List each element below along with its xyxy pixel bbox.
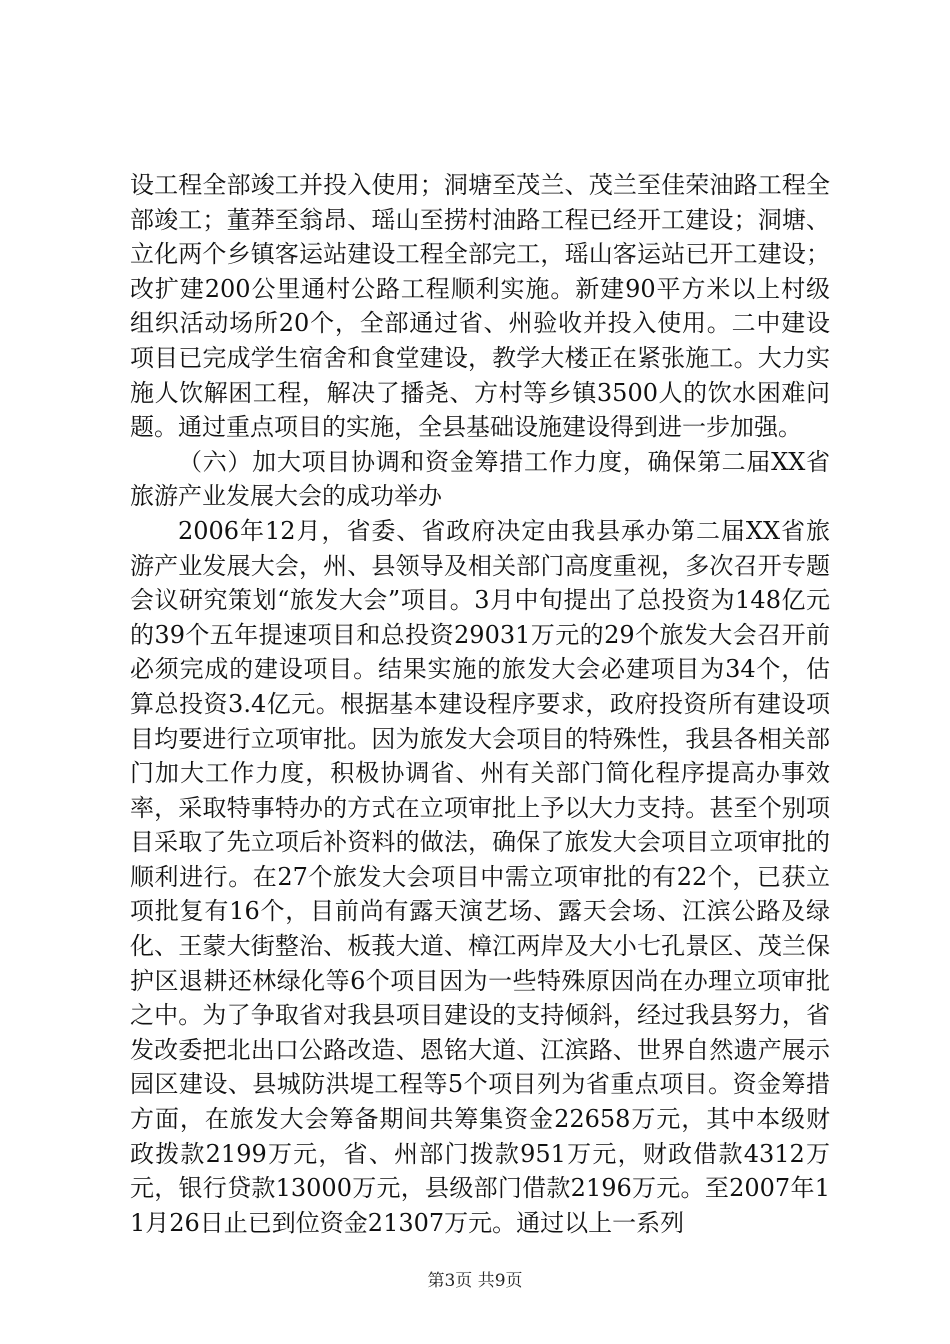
section-heading: （六）加大项目协调和资金筹措工作力度，确保第二届XX省旅游产业发展大会的成功举办 (130, 447, 830, 511)
body-text (130, 168, 830, 1240)
page-footer: 第3页 共9页 (427, 1271, 523, 1291)
paragraph-continued: 设工程全部竣工并投入使用；洞塘至茂兰、茂兰至佳荣油路工程全部竣工；董莽至翁昂、瑶山至捞村油路工程已经开工建设；洞塘、立化两个乡镇客运站建设工程全部完工，瑶山客运站已开工建设；改扩建200公里通村公路工程顺利实施。新建90平方米以上村级组织活动场所20个，全部通过省、州验收并投入使用。二中建设项目已完成学生宿舍和食堂建设，教学大楼正在紧张施工。大力实施人饮解困工程，解决了播尧、方村等乡镇3500人的饮水困难问题。通过重点项目的实施，全县基础设施建设得到进一步加强。 (130, 171, 830, 442)
paragraph: 2006年12月，省委、省政府决定由我县承办第二届XX省旅游产业发展大会，州、县领导及相关部门高度重视，多次召开专题会议研究策划“旅发大会”项目。3月中旬提出了总投资为148亿元的39个五年提速项目和总投资29031万元的29个旅发大会召开前必须完成的建设项目。结果实施的旅发大会必建项目为34个，估算总投资3.4亿元。根据基本建设程序要求，政府投资所有建设项目均要进行立项审批。因为旅发大会项目的特殊性，我县各相关部门加大工作力度，积极协调省、州有关部门简化程序提高办事效率，采取特事特办的方式在立项审批上予以大力支持。甚至个别项目采取了先立项后补资料的做法，确保了旅发大会项目立项审批的顺利进行。在27个旅发大会项目中需立项审批的有22个，已获立项批复有16个，目前尚有露天演艺场、露天会场、江滨公路及绿化、王蒙大街整治、板莪大道、樟江两岸及大小七孔景区、茂兰保护区退耕还林绿化等6个项目因为一些特殊原因尚在办理立项审批之中。为了争取省对我县项目建设的支持倾斜，经过我县努力，省发改委把北出口公路改造、恩铭大道、江滨路、世界自然遗产展示园区建设、县城防洪堤工程等5个项目列为省重点项目。资金筹措方面，在旅发大会筹备期间共筹集资金22658万元，其中本级财政拨款2199万元，省、州部门拨款951万元，财政借款4312万元，银行贷款13000万元，县级部门借款2196万元。至2007年11月26日止已到位资金21307万元。通过以上一系列 (130, 516, 830, 1237)
